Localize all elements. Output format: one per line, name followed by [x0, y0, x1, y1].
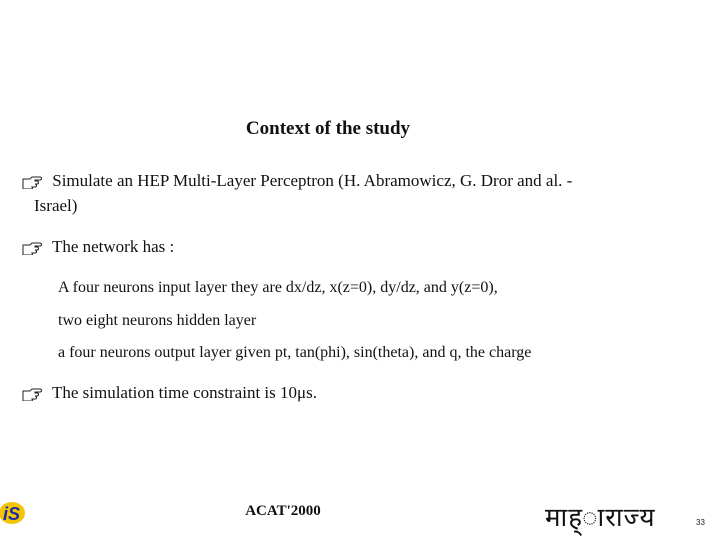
bullet-text: Simulate an HEP Multi-Layer Perceptron (H. Abramowicz, G. Dror and al. - — [52, 171, 573, 190]
bullet-simulate — [22, 168, 572, 194]
pointing-hand-icon — [22, 387, 44, 401]
pointing-hand-icon — [22, 175, 44, 189]
bullet-time-constraint — [22, 380, 317, 406]
slide-title: Context of the study — [245, 118, 411, 139]
sub-item-hidden-layer: two eight neurons hidden layer — [58, 312, 257, 329]
sub-item-output-layer: a four neurons output layer given pt, tan(phi), sin(theta), and q, the charge — [58, 344, 532, 361]
pointing-hand-icon — [22, 241, 44, 255]
logo-left-text: iS — [3, 504, 21, 524]
page-number: 33 — [696, 518, 705, 527]
sub-item-input-layer: A four neurons input layer they are dx/dz, x(z=0), dy/dz, and y(z=0), — [58, 279, 498, 296]
bullet-network — [22, 234, 174, 260]
devanagari-logo: माह्ाराज्य — [545, 503, 656, 533]
bullet-text: The network has : — [51, 237, 175, 256]
conference-name: ACAT'2000 — [245, 503, 321, 519]
bullet-text: The simulation time constraint is 10μs. — [51, 383, 317, 402]
bullet-continuation: Israel) — [34, 196, 78, 215]
